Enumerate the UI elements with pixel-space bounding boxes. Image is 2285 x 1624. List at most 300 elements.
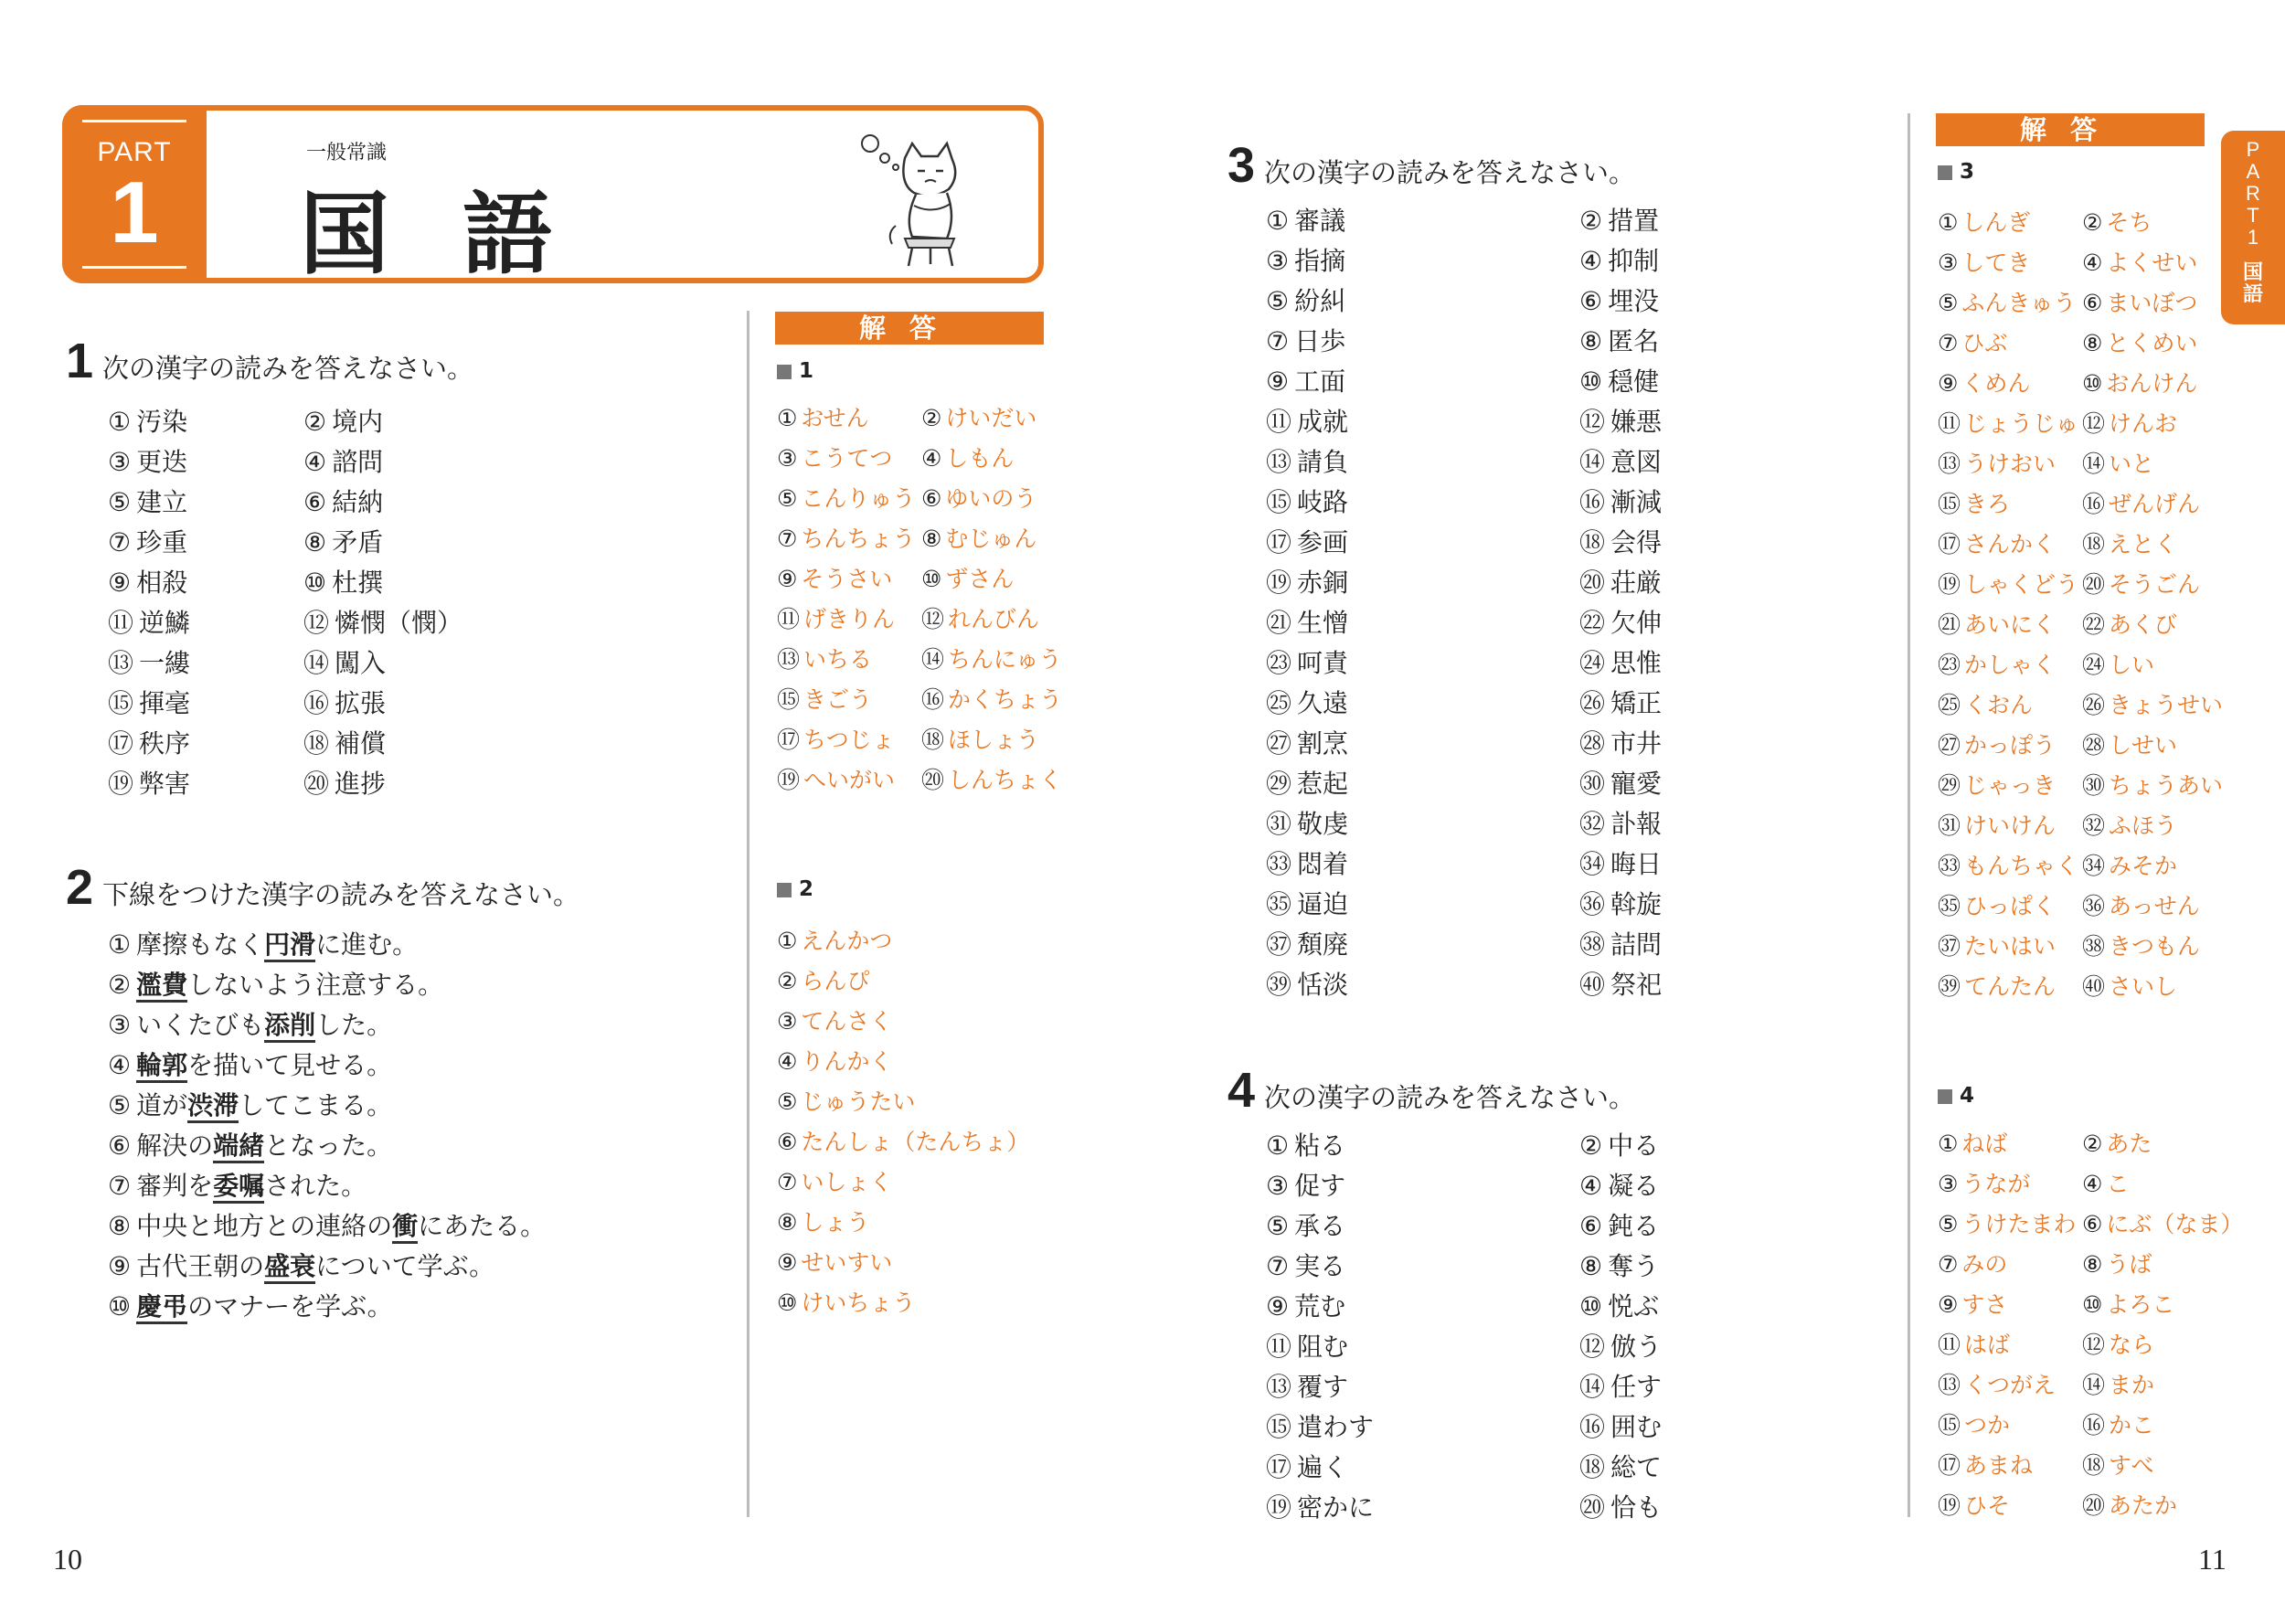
answer-reading: さいし	[2109, 973, 2178, 1000]
item-word: 倣う	[1610, 1332, 1663, 1362]
answer-reading: ちんちょう	[801, 525, 916, 552]
item-number: ⑳	[1579, 568, 1606, 598]
item-word: 荘厳	[1610, 568, 1663, 598]
answer-item	[921, 722, 1039, 755]
item-number: ②	[303, 407, 327, 437]
answer-number: ①	[777, 405, 798, 431]
item-number: ㉛	[1266, 809, 1292, 839]
tab-letter: A	[2246, 160, 2260, 183]
answer-number: ⑬	[1938, 451, 1961, 477]
answer-item	[777, 963, 869, 996]
item-number: ⑰	[1266, 1452, 1292, 1482]
item-number: ⑥	[108, 1130, 132, 1161]
answer-item	[777, 440, 892, 473]
answer-number: ⑤	[777, 1088, 798, 1115]
column-divider	[747, 311, 749, 1517]
part-label: PART	[97, 137, 172, 167]
question-item	[1579, 483, 1662, 519]
question-item	[108, 724, 190, 760]
item-word: 寵愛	[1610, 769, 1663, 799]
answer-item	[1938, 446, 2056, 479]
answer-reading: みの	[1961, 1251, 2008, 1278]
answer-number: ⑫	[2082, 410, 2106, 437]
question-item	[1266, 1287, 1345, 1323]
answer-item	[1938, 285, 2076, 318]
answer-number: ㉔	[2082, 652, 2106, 678]
question-item	[1266, 885, 1348, 921]
question-item	[1579, 1126, 1659, 1162]
item-number: ⑩	[1579, 366, 1603, 397]
answer-item	[2082, 1247, 2152, 1279]
question-item	[303, 764, 386, 801]
question-number: 2	[66, 860, 94, 915]
item-word: 惹起	[1297, 769, 1349, 799]
tab-letter: T	[2247, 204, 2259, 227]
sentence-text: となった。	[264, 1130, 393, 1161]
part-badge-rule-bottom	[82, 266, 186, 269]
item-word: 諮問	[332, 447, 384, 477]
answer-number: ㉝	[1938, 853, 1961, 879]
answer-item	[777, 1044, 892, 1077]
question-item	[303, 483, 383, 519]
item-word: 指摘	[1294, 246, 1346, 276]
answer-item	[1938, 647, 2056, 680]
answer-item	[2082, 567, 2200, 600]
item-number: ③	[1266, 246, 1290, 276]
question-number: 1	[66, 334, 94, 388]
square-bullet-icon	[777, 883, 792, 897]
answer-reading: すさ	[1961, 1291, 2008, 1318]
answer-item	[777, 722, 895, 755]
question-1-heading	[66, 333, 473, 389]
answer-reading: しんぎ	[1961, 209, 2031, 236]
answer-reading: いちる	[803, 646, 873, 673]
item-number: ⑲	[1266, 1492, 1292, 1523]
underlined-kanji: 添削	[264, 1010, 315, 1043]
item-number: ⑲	[108, 769, 134, 799]
answer-number: ①	[1938, 209, 1959, 236]
sentence-text: を描いて見せる。	[187, 1050, 393, 1080]
answer-item	[921, 682, 1062, 715]
item-number: ①	[108, 929, 132, 960]
item-number: ⑭	[303, 648, 330, 678]
answer-number: ⑬	[777, 646, 801, 673]
answer-reading: しょう	[801, 1209, 870, 1236]
answer-reading: かこ	[2109, 1412, 2155, 1438]
page-title: 国語	[300, 183, 626, 287]
question-item	[303, 402, 383, 439]
item-number: ㉟	[1266, 889, 1292, 919]
item-number: ⑪	[1266, 1332, 1292, 1362]
question-item	[1579, 1287, 1659, 1323]
answer-number: ②	[777, 968, 798, 994]
item-number: ⑥	[303, 487, 327, 517]
item-number: ㉒	[1579, 608, 1606, 638]
question-item	[108, 1126, 392, 1162]
answer-item	[2082, 647, 2154, 680]
item-number: ⑫	[1579, 1332, 1606, 1362]
question-item	[1579, 281, 1659, 318]
sentence-text: のマナーを学ぶ。	[187, 1291, 393, 1321]
item-number: ⑧	[1579, 326, 1603, 356]
item-number: ㊱	[1579, 889, 1606, 919]
answer-number: ⑦	[1938, 330, 1959, 356]
answer-reading: おせん	[801, 405, 869, 431]
item-word: 恬淡	[1297, 970, 1349, 1000]
answer-number: ⑩	[777, 1290, 798, 1316]
answer-section-3-label: 3	[1938, 160, 1974, 184]
item-word: 阻む	[1297, 1332, 1349, 1362]
question-item	[303, 684, 386, 720]
underlined-kanji: 慶弔	[136, 1291, 187, 1324]
answer-reading: せいすい	[801, 1249, 893, 1276]
item-number: ㉑	[1266, 608, 1292, 638]
answer-reading: へいがい	[803, 767, 896, 793]
answer-reading: しせい	[2109, 732, 2178, 759]
item-number: ⑥	[1579, 1211, 1603, 1241]
answer-reading: とくめい	[2106, 330, 2198, 356]
answer-item	[1938, 1407, 2010, 1440]
answer-reading: うけおい	[1964, 451, 2056, 477]
answer-reading: そち	[2106, 209, 2152, 236]
answer-reading: くつがえ	[1964, 1372, 2056, 1398]
item-word: 意図	[1610, 447, 1663, 477]
question-item	[1579, 885, 1662, 921]
question-text: 次の漢字の読みを答えなさい。	[102, 353, 474, 384]
answer-number: ㉛	[1938, 812, 1961, 839]
question-item	[108, 1005, 392, 1042]
question-item	[1579, 643, 1662, 680]
answer-number: ③	[1938, 1171, 1959, 1197]
answer-reading: ひぶ	[1961, 330, 2008, 356]
item-number: ⑮	[1266, 487, 1292, 517]
answer-reading: ちんにゅう	[948, 646, 1062, 673]
answer-number: ⑥	[921, 485, 942, 512]
answer-item	[777, 1084, 915, 1117]
item-word: 覆す	[1297, 1372, 1349, 1402]
answer-number: ⑦	[777, 525, 798, 552]
question-item	[108, 563, 187, 600]
answer-reading: らんぴ	[801, 968, 870, 994]
answer-item	[921, 440, 1014, 473]
item-word: 更迭	[136, 447, 188, 477]
thinking-cat-illustration	[859, 131, 969, 268]
answer-reading: けんお	[2109, 410, 2178, 437]
question-item	[1579, 1206, 1659, 1243]
answer-item	[2082, 687, 2223, 720]
question-item	[108, 1206, 546, 1243]
answer-number: ⑨	[777, 1249, 798, 1276]
item-word: 晦日	[1610, 849, 1663, 879]
item-word: 漸減	[1610, 487, 1663, 517]
question-text: 次の漢字の読みを答えなさい。	[1264, 157, 1636, 188]
item-word: 穏健	[1608, 366, 1660, 397]
answer-reading: ぜんげん	[2109, 491, 2201, 517]
answer-reading: くおん	[1964, 692, 2034, 718]
item-word: 建立	[136, 487, 188, 517]
item-word: 埋没	[1608, 286, 1660, 316]
answer-number: ②	[2082, 209, 2103, 236]
underlined-kanji: 衝	[392, 1211, 418, 1244]
question-item	[108, 965, 443, 1002]
answer-reading: うなが	[1961, 1171, 2031, 1197]
answer-reading: いと	[2109, 451, 2155, 477]
answer-number: ②	[2082, 1130, 2103, 1157]
item-word: 矯正	[1610, 688, 1663, 718]
tab-letter: 国	[2242, 260, 2263, 283]
underlined-kanji: 委嘱	[213, 1171, 264, 1204]
answer-number: ⑧	[2082, 1251, 2103, 1278]
answer-number: ㉗	[1938, 732, 1961, 759]
question-item	[1579, 1166, 1659, 1203]
answer-number: ⑳	[921, 767, 945, 793]
item-number: ㉘	[1579, 728, 1606, 759]
question-item	[303, 724, 386, 760]
item-number: ⑱	[1579, 527, 1606, 557]
question-text: 下線をつけた漢字の読みを答えなさい。	[102, 879, 580, 910]
answer-number: ④	[777, 1048, 798, 1075]
item-number: ②	[108, 970, 132, 1000]
item-number: ㊵	[1579, 970, 1606, 1000]
answer-reading: れんびん	[948, 606, 1040, 632]
answer-item	[2082, 1407, 2154, 1440]
answer-item	[2082, 245, 2197, 278]
answer-reading: ちょうあい	[2109, 772, 2224, 799]
answer-item	[2082, 486, 2200, 519]
answer-reading: じゅうたい	[801, 1088, 916, 1115]
answer-reading: いしょく	[801, 1169, 893, 1195]
item-number: ⑤	[108, 487, 132, 517]
answer-item	[921, 400, 1036, 433]
item-number: ⑦	[1266, 1251, 1290, 1281]
answer-item	[2082, 1287, 2174, 1320]
question-item	[1266, 643, 1348, 680]
answer-item	[921, 642, 1062, 674]
tab-gap	[2221, 249, 2285, 261]
item-word: 措置	[1608, 206, 1660, 236]
answer-number: ④	[921, 445, 942, 472]
item-number: ⑨	[1266, 366, 1290, 397]
side-index-tab-label	[2221, 139, 2285, 305]
answer-reading: ふほう	[2109, 812, 2178, 839]
question-item	[1579, 603, 1662, 640]
question-item	[1266, 724, 1348, 760]
item-number: ㉜	[1579, 809, 1606, 839]
item-word: 会得	[1610, 527, 1663, 557]
answer-number: ⑥	[777, 1129, 798, 1155]
question-item	[108, 925, 418, 961]
answer-reading: そうさい	[801, 566, 893, 592]
item-number: ㊲	[1266, 929, 1292, 960]
item-word: 促す	[1294, 1171, 1346, 1201]
item-word: 遣わす	[1297, 1412, 1375, 1442]
answer-number: ⑭	[2082, 451, 2106, 477]
answer-number: ⑩	[2082, 370, 2103, 397]
answer-item	[1938, 1166, 2030, 1199]
question-item	[1266, 1247, 1345, 1283]
question-number: 3	[1228, 138, 1256, 193]
item-word: 一縷	[139, 648, 191, 678]
answer-item	[1938, 607, 2056, 640]
question-item	[1579, 925, 1662, 961]
answer-item	[1938, 205, 2030, 238]
answer-number: ⑧	[2082, 330, 2103, 356]
question-item	[1579, 1407, 1662, 1444]
item-number: ⑦	[108, 527, 132, 557]
answer-number: ㉕	[1938, 692, 1961, 718]
item-number: ④	[303, 447, 327, 477]
answer-reading: よくせい	[2106, 249, 2198, 276]
answer-reading: あたか	[2109, 1492, 2178, 1519]
question-item	[1579, 1488, 1662, 1524]
answer-reading: おんけん	[2106, 370, 2198, 397]
item-word: 祭祀	[1610, 970, 1663, 1000]
answer-number: ①	[777, 928, 798, 954]
item-number: ⑫	[1579, 407, 1606, 437]
answer-item	[2082, 1448, 2154, 1481]
answer-item	[1938, 1448, 2033, 1481]
question-item	[303, 563, 383, 600]
item-number: ⑲	[1266, 568, 1292, 598]
answer-reading: たいはい	[1964, 933, 2056, 960]
question-item	[303, 603, 462, 640]
answer-reading: ひそ	[1964, 1492, 2011, 1519]
answer-reading: つか	[1964, 1412, 2011, 1438]
answer-number: ㉜	[2082, 812, 2106, 839]
sentence-text: 中央と地方との連絡の	[136, 1211, 393, 1241]
answer-item	[1938, 1327, 2010, 1360]
item-number: ⑳	[303, 769, 330, 799]
sentence-text: に進む。	[315, 929, 419, 960]
answer-reading: ひっぱく	[1964, 893, 2056, 919]
item-number: ⑮	[108, 688, 134, 718]
item-number: ㉖	[1579, 688, 1606, 718]
item-word: 補償	[335, 728, 387, 759]
answer-number: ⑭	[2082, 1372, 2106, 1398]
answer-number: ②	[921, 405, 942, 431]
item-word: 実る	[1294, 1251, 1346, 1281]
answer-number: ㉖	[2082, 692, 2106, 718]
item-word: 呵責	[1297, 648, 1349, 678]
answer-number: ⑩	[2082, 1291, 2103, 1318]
answer-reading: うば	[2106, 1251, 2152, 1278]
answer-item	[1938, 969, 2056, 1002]
question-item	[1579, 322, 1659, 358]
question-item	[108, 523, 187, 559]
item-word: 奪う	[1608, 1251, 1660, 1281]
question-item	[108, 483, 187, 519]
item-number: ⑭	[1579, 447, 1606, 477]
answer-item	[2082, 325, 2197, 358]
answer-number: ⑨	[777, 566, 798, 592]
answer-number: ⑰	[777, 727, 801, 753]
item-word: 生憎	[1297, 608, 1349, 638]
question-item	[1266, 1327, 1348, 1364]
answer-item	[2082, 1367, 2154, 1400]
answer-number: ⑨	[1938, 370, 1959, 397]
item-number: ②	[1579, 206, 1603, 236]
tab-letter: 語	[2242, 282, 2263, 305]
underlined-kanji: 盛衰	[264, 1251, 315, 1284]
question-item	[1579, 201, 1659, 238]
item-word: 進捗	[335, 769, 387, 799]
item-number: ⑱	[1579, 1452, 1606, 1482]
answer-item	[777, 642, 872, 674]
sentence-text: について学ぶ。	[315, 1251, 495, 1281]
answer-reading: かっぽう	[1964, 732, 2056, 759]
item-word: 荒む	[1294, 1291, 1346, 1321]
answer-item	[921, 561, 1014, 594]
item-word: 審議	[1294, 206, 1346, 236]
answer-number: ⑥	[2082, 290, 2103, 316]
question-item	[303, 523, 383, 559]
item-number: ⑯	[1579, 1412, 1606, 1442]
answer-item	[921, 521, 1036, 554]
item-word: 悦ぶ	[1608, 1291, 1660, 1321]
answer-reading: まか	[2109, 1372, 2155, 1398]
item-word: 鈍る	[1608, 1211, 1660, 1241]
answer-number: ⑰	[1938, 531, 1961, 557]
answer-reading: うけたまわ	[1961, 1211, 2077, 1237]
answer-item	[2082, 1206, 2243, 1239]
item-number: ⑥	[1579, 286, 1603, 316]
answer-number: ㉙	[1938, 772, 1961, 799]
question-item	[1266, 281, 1345, 318]
answer-item	[1938, 406, 2078, 439]
answer-item	[777, 1285, 915, 1318]
answer-item	[1938, 526, 2056, 559]
answer-item	[2082, 1166, 2129, 1199]
answer-reading: てんさく	[801, 1008, 893, 1035]
answer-number: ⑰	[1938, 1452, 1961, 1479]
answer-number: ⑧	[921, 525, 942, 552]
item-word: 汚染	[136, 407, 188, 437]
item-number: ①	[1266, 206, 1290, 236]
item-number: ⑩	[1579, 1291, 1603, 1321]
answer-item	[777, 1164, 892, 1197]
answer-item	[2082, 727, 2177, 760]
answer-reading: しい	[2109, 652, 2155, 678]
item-word: 市井	[1610, 728, 1663, 759]
answer-reading: けいちょう	[801, 1290, 916, 1316]
item-word: 逼迫	[1297, 889, 1349, 919]
answer-reading: まいぼつ	[2106, 290, 2198, 316]
underlined-kanji: 濫費	[136, 970, 187, 1003]
answer-item	[2082, 848, 2177, 881]
question-item	[1579, 402, 1662, 439]
answer-item	[2082, 446, 2154, 479]
question-item	[108, 764, 190, 801]
item-word: 頽廃	[1297, 929, 1349, 960]
answer-item	[1938, 567, 2078, 600]
answer-reading: くめん	[1961, 370, 2031, 397]
column-divider	[1908, 113, 1910, 1517]
item-word: 工面	[1294, 366, 1346, 397]
item-number: ㊴	[1266, 970, 1292, 1000]
answer-reading: ほしょう	[948, 727, 1040, 753]
item-number: ⑨	[108, 1251, 132, 1281]
question-item	[1266, 322, 1345, 358]
answer-reading: ゆいのう	[945, 485, 1037, 512]
item-word: 総て	[1610, 1452, 1663, 1482]
answer-number: ⑱	[2082, 531, 2106, 557]
question-item	[1266, 362, 1345, 398]
item-number: ⑬	[108, 648, 134, 678]
question-item	[1579, 1327, 1662, 1364]
question-item	[303, 643, 386, 680]
page-number-left: 10	[53, 1543, 82, 1576]
answer-number: ㉚	[2082, 772, 2106, 799]
